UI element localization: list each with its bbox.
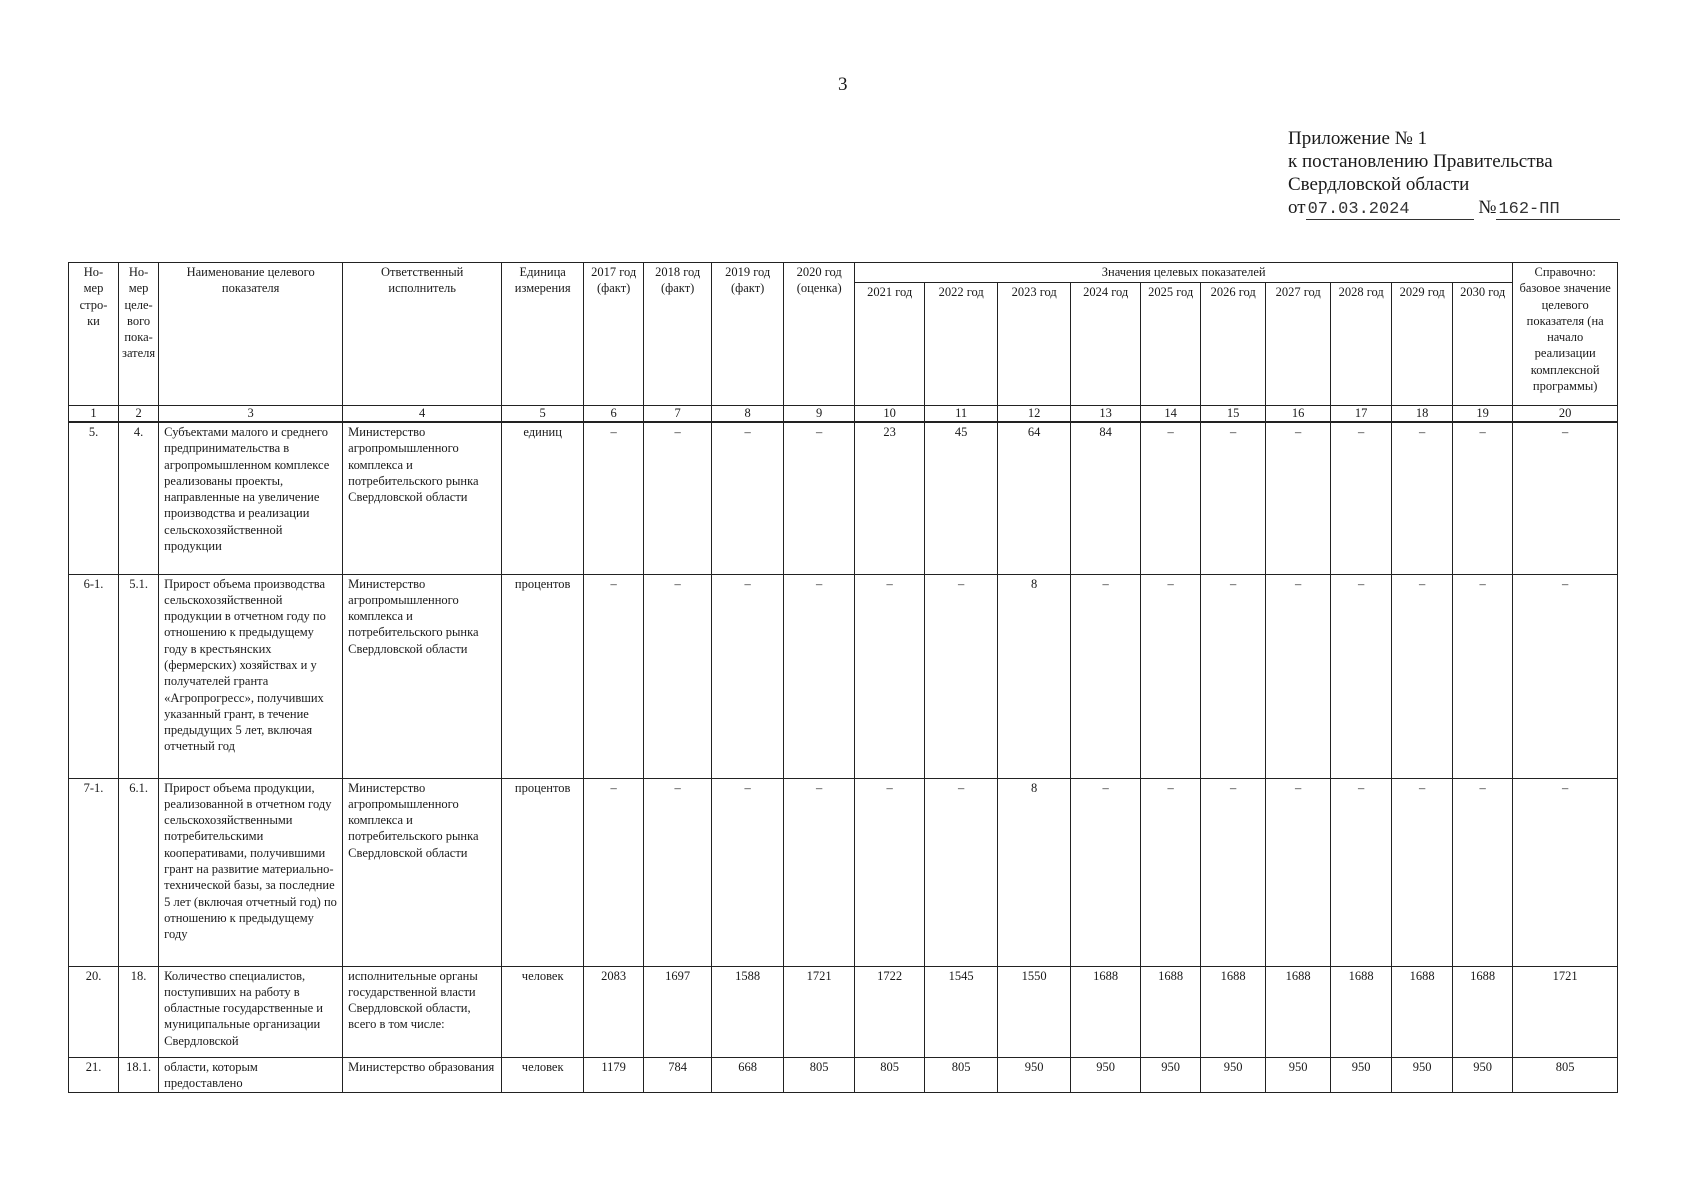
indicator-number-cell: 4. [119,422,159,574]
executor-cell: Министерство агропромышленного комплекса и потребительского рынка Свердловской области [343,422,502,574]
header-year-target: 2028 год [1331,283,1392,406]
column-number: 11 [925,406,998,423]
value-cell: – [1331,574,1392,778]
value-cell: – [712,778,784,966]
header-reference-value: Справочно: базовое значение целевого показателя (на начало реализации комплексной программы) [1513,263,1618,406]
row-number-cell: 6-1. [69,574,119,778]
executor-cell: Министерство агропромышленного комплекса и потребительского рынка Свердловской области [343,574,502,778]
value-cell: – [1453,422,1513,574]
value-cell: 805 [784,1057,855,1093]
executor-cell: Министерство агропромышленного комплекса и потребительского рынка Свердловской области [343,778,502,966]
row-number-cell: 5. [69,422,119,574]
value-cell: – [584,422,644,574]
column-number-row [69,406,1618,423]
value-cell: – [1071,778,1141,966]
value-cell: – [1141,422,1201,574]
header-year-2020: 2020 год (оценка) [784,263,855,406]
value-cell: – [712,422,784,574]
row-number-cell: 20. [69,966,119,1057]
column-number: 8 [712,406,784,423]
value-cell: – [784,778,855,966]
value-cell: – [1331,422,1392,574]
indicator-number-cell: 18. [119,966,159,1057]
unit-cell: единиц [502,422,584,574]
appendix-header [1288,127,1620,220]
value-cell: 950 [998,1057,1071,1093]
value-cell: 784 [644,1057,712,1093]
value-cell: 1688 [1266,966,1331,1057]
value-cell: 950 [1331,1057,1392,1093]
column-number: 19 [1453,406,1513,423]
header-executor: Ответственный исполнитель [343,263,502,406]
resolution-date: 07.03.2024 [1306,201,1474,220]
value-cell: 950 [1266,1057,1331,1093]
indicator-name-cell: Прирост объема производства сельскохозяйственной продукции в отчетном году по отношению к предыдущему году в крестьянских (фермерских) хозяйствах и у получателей гранта «Агропрогресс», получивших указанный грант, в течение предыдущих 5 лет, включая отчетный год [159,574,343,778]
header-year-target: 2025 год [1141,283,1201,406]
indicator-name-cell: Количество специалистов, поступивших на работу в областные государственные и муниципальные организации Свердловской [159,966,343,1057]
value-cell: 950 [1453,1057,1513,1093]
value-cell: – [1266,422,1331,574]
value-cell: 805 [855,1057,925,1093]
executor-cell: Министерство образования [343,1057,502,1093]
value-cell: 8 [998,778,1071,966]
value-cell: – [784,574,855,778]
value-cell: – [1513,778,1618,966]
header-year-2017: 2017 год (факт) [584,263,644,406]
unit-cell: человек [502,1057,584,1093]
value-cell: – [1141,574,1201,778]
table-row [69,966,1618,1057]
indicators-table [68,262,1618,1093]
header-year-target: 2027 год [1266,283,1331,406]
value-cell: 1688 [1071,966,1141,1057]
value-cell: – [855,778,925,966]
header-year-target: 2023 год [998,283,1071,406]
header-year-target: 2026 год [1201,283,1266,406]
value-cell: – [855,574,925,778]
value-cell: 1697 [644,966,712,1057]
value-cell: 1721 [1513,966,1618,1057]
value-cell: 805 [1513,1057,1618,1093]
column-number: 5 [502,406,584,423]
value-cell: – [1071,574,1141,778]
column-number: 17 [1331,406,1392,423]
column-number: 10 [855,406,925,423]
value-cell: – [644,574,712,778]
value-cell: – [584,778,644,966]
value-cell: 1179 [584,1057,644,1093]
value-cell: – [644,778,712,966]
row-number-cell: 7-1. [69,778,119,966]
appendix-date-line [1288,196,1620,220]
column-number: 14 [1141,406,1201,423]
value-cell: – [1141,778,1201,966]
value-cell: 950 [1071,1057,1141,1093]
column-number: 20 [1513,406,1618,423]
value-cell: – [1513,422,1618,574]
value-cell: 1721 [784,966,855,1057]
value-cell: 45 [925,422,998,574]
value-cell: – [1201,574,1266,778]
table-row [69,1057,1618,1093]
header-year-target: 2022 год [925,283,998,406]
value-cell: – [1201,778,1266,966]
value-cell: 1688 [1453,966,1513,1057]
value-cell: – [712,574,784,778]
value-cell: – [1266,574,1331,778]
column-number: 7 [644,406,712,423]
header-year-target: 2024 год [1071,283,1141,406]
value-cell: 23 [855,422,925,574]
value-cell: – [784,422,855,574]
value-cell: 950 [1201,1057,1266,1093]
value-cell: 1545 [925,966,998,1057]
column-number: 6 [584,406,644,423]
header-indicator-number: Но- мер целе- вого пока- зателя [119,263,159,406]
value-cell: – [644,422,712,574]
column-number: 9 [784,406,855,423]
table-row [69,574,1618,778]
column-number: 12 [998,406,1071,423]
value-cell: – [1266,778,1331,966]
indicator-name-cell: Прирост объема продукции, реализованной в отчетном году сельскохозяйственными потребительскими кооперативами, получившими грант на развитие материально-технической базы, за последние 5 лет (включая отчетный год) по отношению к предыдущему году [159,778,343,966]
indicator-number-cell: 5.1. [119,574,159,778]
column-number: 3 [159,406,343,423]
value-cell: 950 [1141,1057,1201,1093]
value-cell: – [1392,422,1453,574]
indicator-number-cell: 18.1. [119,1057,159,1093]
header-indicator-name: Наименование целевого показателя [159,263,343,406]
indicator-number-cell: 6.1. [119,778,159,966]
value-cell: 1722 [855,966,925,1057]
header-year-target: 2030 год [1453,283,1513,406]
value-cell: 1688 [1141,966,1201,1057]
value-cell: 64 [998,422,1071,574]
column-number: 16 [1266,406,1331,423]
header-year-2019: 2019 год (факт) [712,263,784,406]
header-target-values: Значения целевых показателей [855,263,1513,283]
appendix-region: Свердловской области [1288,174,1470,195]
value-cell: – [1513,574,1618,778]
value-cell: – [925,574,998,778]
header-year-2018: 2018 год (факт) [644,263,712,406]
value-cell: – [1392,574,1453,778]
value-cell: – [1453,778,1513,966]
table-row [69,778,1618,966]
header-year-target: 2021 год [855,283,925,406]
indicator-name-cell: Субъектами малого и среднего предпринимательства в агропромышленном комплексе реализованы проекты, направленные на увеличение производства и реализации сельскохозяйственной продукции [159,422,343,574]
header-row-number: Но- мер стро- ки [69,263,119,406]
value-cell: 84 [1071,422,1141,574]
value-cell: 1688 [1331,966,1392,1057]
value-cell: 8 [998,574,1071,778]
unit-cell: процентов [502,574,584,778]
unit-cell: процентов [502,778,584,966]
value-cell: – [1392,778,1453,966]
date-prefix: от [1288,197,1306,218]
value-cell: 1688 [1201,966,1266,1057]
value-cell: 805 [925,1057,998,1093]
appendix-resolution: к постановлению Правительства [1288,151,1553,172]
resolution-number: 162-ПП [1496,201,1620,220]
column-number: 15 [1201,406,1266,423]
table-row [69,422,1618,574]
value-cell: 1688 [1392,966,1453,1057]
value-cell: 668 [712,1057,784,1093]
column-number: 18 [1392,406,1453,423]
column-number: 4 [343,406,502,423]
header-unit: Единица измерения [502,263,584,406]
page-number: 3 [838,74,848,95]
row-number-cell: 21. [69,1057,119,1093]
appendix-title: Приложение № 1 [1288,128,1428,149]
column-number: 2 [119,406,159,423]
value-cell: 950 [1392,1057,1453,1093]
value-cell: 2083 [584,966,644,1057]
column-number: 1 [69,406,119,423]
value-cell: – [1453,574,1513,778]
column-number: 13 [1071,406,1141,423]
value-cell: – [1201,422,1266,574]
value-cell: 1550 [998,966,1071,1057]
value-cell: – [925,778,998,966]
header-year-target: 2029 год [1392,283,1453,406]
value-cell: – [584,574,644,778]
value-cell: 1588 [712,966,784,1057]
executor-cell: исполнительные органы государственной власти Свердловской области, всего в том числе: [343,966,502,1057]
value-cell: – [1331,778,1392,966]
unit-cell: человек [502,966,584,1057]
indicator-name-cell: области, которым предоставлено [159,1057,343,1093]
number-prefix: № [1478,197,1497,218]
